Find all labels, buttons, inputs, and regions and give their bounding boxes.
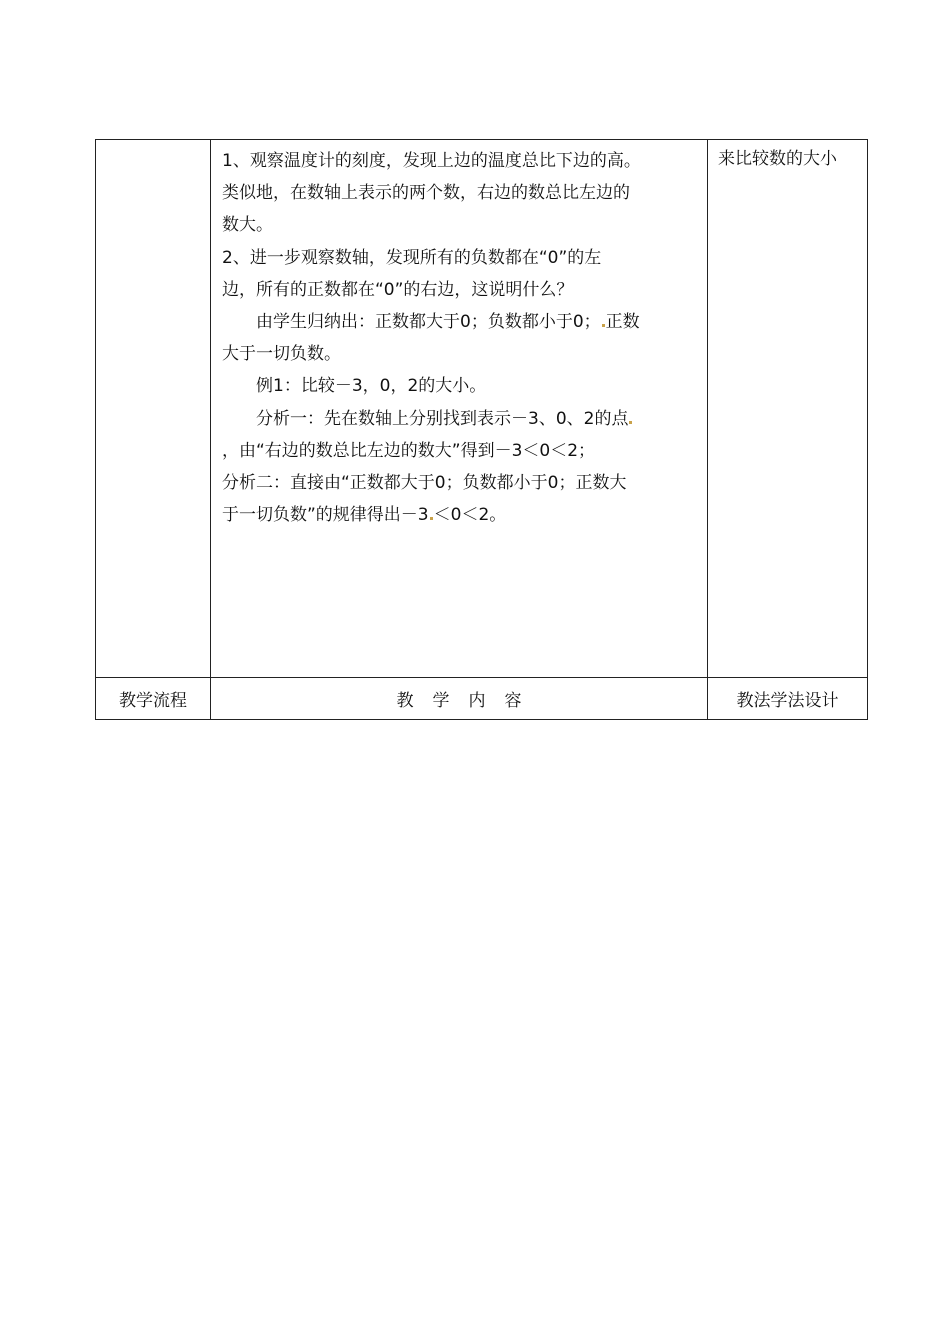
content-line: 类似地，在数轴上表示的两个数，右边的数总比左边的: [222, 183, 630, 204]
lesson-table: [95, 139, 868, 720]
content-line: 例1：比较－3，0，2的大小。: [256, 376, 487, 397]
content-text: 正数: [605, 312, 640, 333]
content-line: [222, 306, 698, 338]
content-line: [222, 403, 698, 435]
header-content: [211, 678, 708, 720]
method-text: 来比较数的大小: [718, 149, 837, 169]
content-line: 1、观察温度计的刻度，发现上边的温度总比下边的高。: [222, 151, 641, 171]
edit-mark: [602, 324, 605, 327]
method-cell: [708, 140, 868, 678]
header-content-label: 教学内容: [396, 691, 541, 711]
content-line: ，由“右边的数总比左边的数大”得到－3＜0＜2；: [222, 440, 596, 461]
content-text: ＜0＜2。: [433, 505, 507, 526]
content-line: 大于一切负数。: [222, 344, 341, 365]
content-line: 分析二：直接由“正数都大于0；负数都小于0；正数大: [222, 473, 627, 494]
flow-cell: [96, 140, 211, 678]
content-text: 由学生归纳出：正数都大于0；负数都小于0；: [256, 312, 601, 333]
edit-mark: [430, 517, 433, 520]
content-line: 数大。: [222, 215, 273, 236]
content-row: [96, 140, 868, 678]
header-flow: 教学流程: [96, 678, 211, 720]
header-method: 教法学法设计: [708, 678, 868, 720]
content-line: 2、进一步观察数轴，发现所有的负数都在“0”的左: [222, 247, 602, 268]
content-line: [222, 499, 698, 531]
content-line: 边，所有的正数都在“0”的右边，这说明什么？: [222, 279, 574, 300]
content-text: 分析一：先在数轴上分别找到表示－3、0、2的点: [256, 408, 629, 429]
edit-mark: [629, 421, 632, 424]
content-text: 于一切负数”的规律得出－3: [222, 505, 429, 526]
content-cell: [211, 140, 708, 678]
header-row: [96, 678, 868, 720]
